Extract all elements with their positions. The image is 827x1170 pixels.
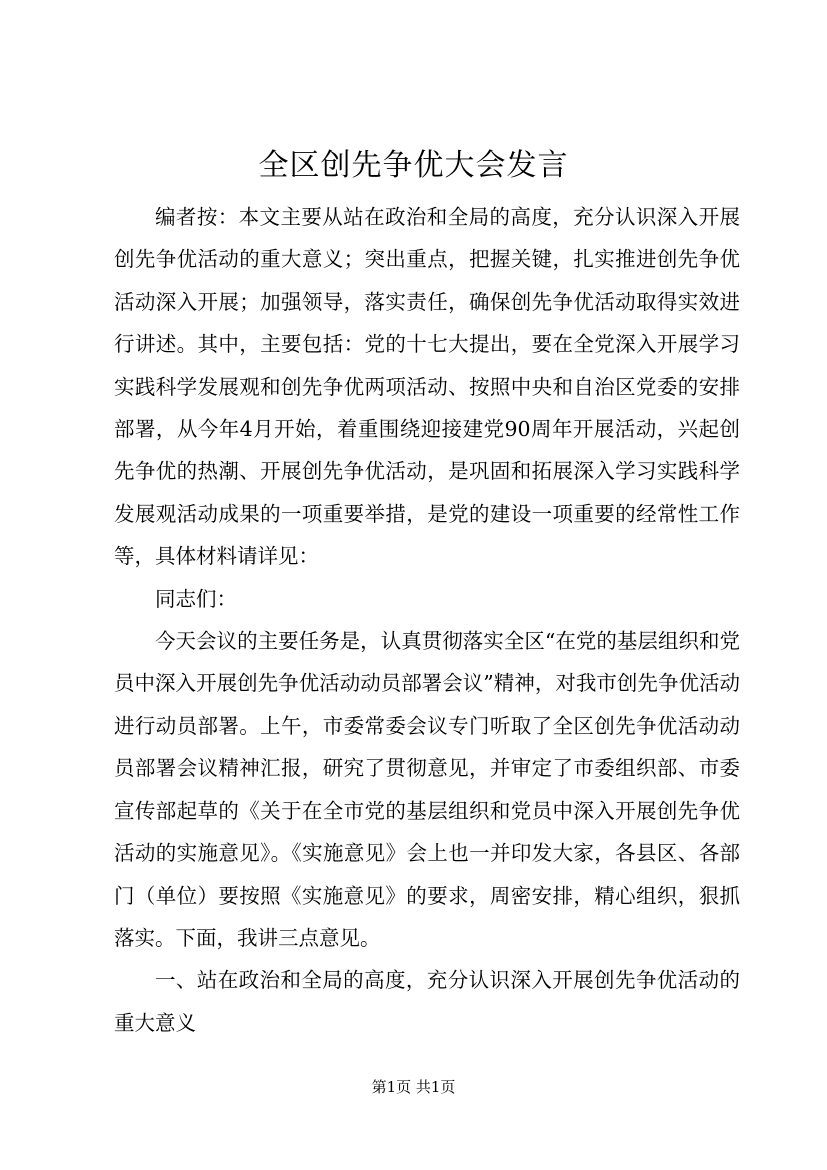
body-paragraph: 今天会议的主要任务是，认真贯彻落实全区“在党的基层组织和党员中深入开展创先争优活动动员部署会议”精神，对我市创先争优活动进行动员部署。上午，市委常委会议专门听取了全区创先争优活动动员部署会议精神汇报，研究了贯彻意见，并审定了市委组织部、市委宣传部起草的《关于在全市党的基层组织和党员中深入开展创先争优活动的实施意见》。《实施意见》会上也一并印发大家，各县区、各部门（单位）要按照《实施意见》的要求，周密安排，精心组织，狠抓落实。下面，我讲三点意见。	[114, 629, 740, 950]
editor-note-paragraph: 编者按：本文主要从站在政治和全局的高度，充分认识深入开展创先争优活动的重大意义；突出重点，把握关键，扎实推进创先争优活动深入开展；加强领导，落实责任，确保创先争优活动取得实效进行讲述。其中，主要包括：党的十七大提出，要在全党深入开展学习实践科学发展观和创先争优两项活动、按照中央和自治区党委的安排部署，从今年4月开始，着重围绕迎接建党90周年开展活动，兴起创先争优的热潮、开展创先争优活动，是巩固和拓展深入学习实践科学发展观活动成果的一项重要举措，是党的建设一项重要的经常性工作等，具体材料请详见：	[114, 205, 740, 569]
section-heading-paragraph: 一、站在政治和全局的高度，充分认识深入开展创先争优活动的重大意义	[114, 968, 740, 1035]
page-number-footer: 第1页 共1页	[371, 1078, 456, 1096]
document-body	[114, 196, 740, 1044]
salutation-paragraph: 同志们：	[155, 586, 237, 611]
document-title: 全区创先争优大会发言	[258, 148, 569, 183]
